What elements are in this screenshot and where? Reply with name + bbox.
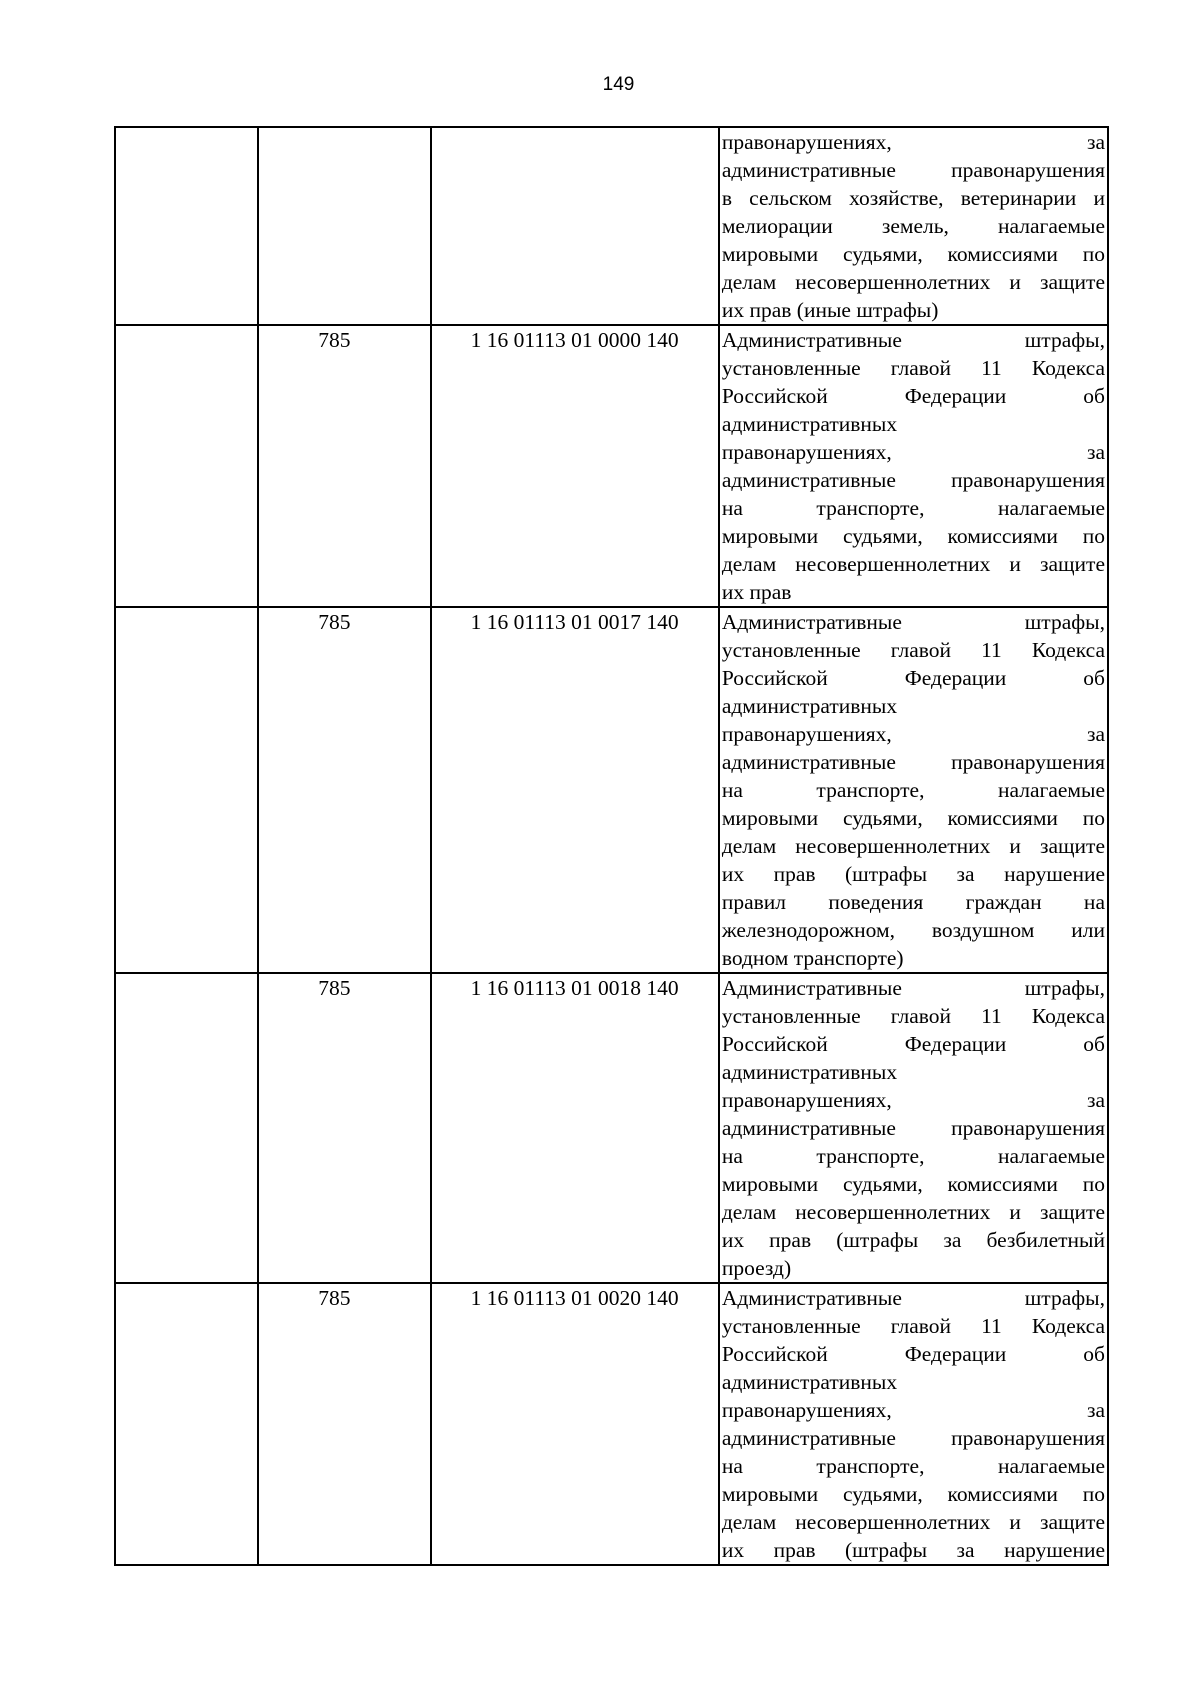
description-line: административные правонарушения	[721, 468, 1105, 492]
description-line: на транспорте, налагаемые	[721, 1144, 1105, 1168]
empty-cell	[115, 127, 258, 325]
empty-cell	[115, 325, 258, 607]
table-row	[115, 973, 1108, 1283]
description-line: делам несовершеннолетних и защите	[721, 1510, 1105, 1534]
description-line: в сельском хозяйстве, ветеринарии и	[721, 186, 1105, 210]
description-line: административные правонарушения	[721, 158, 1105, 182]
table-row	[115, 127, 1108, 325]
description-line: Российской Федерации об	[721, 384, 1105, 408]
description-line: их прав (штрафы за нарушение	[721, 1538, 1105, 1562]
table-row	[115, 1283, 1108, 1565]
description-line: Административные штрафы,	[721, 328, 1105, 352]
table-body	[115, 127, 1108, 1565]
admin-code-cell: 785	[258, 973, 430, 1283]
description-cell	[719, 325, 1108, 607]
budget-code-cell: 1 16 01113 01 0017 140	[431, 607, 719, 973]
empty-cell	[115, 1283, 258, 1565]
admin-code-cell: 785	[258, 1283, 430, 1565]
budget-classification-table	[114, 126, 1109, 1566]
description-line: административные правонарушения	[721, 1426, 1105, 1450]
description-cell	[719, 973, 1108, 1283]
admin-code-cell: 785	[258, 607, 430, 973]
table-row	[115, 325, 1108, 607]
budget-code-cell: 1 16 01113 01 0020 140	[431, 1283, 719, 1565]
table-row	[115, 607, 1108, 973]
description-line: их прав (иные штрафы)	[721, 298, 939, 322]
description-line: мировыми судьями, комиссиями по	[721, 1172, 1105, 1196]
description-line: административных	[721, 694, 898, 718]
budget-code-cell	[431, 127, 719, 325]
description-line: Административные штрафы,	[721, 976, 1105, 1000]
description-line: правонарушениях, за	[721, 440, 1105, 464]
description-line: мировыми судьями, комиссиями по	[721, 806, 1105, 830]
description-cell	[719, 607, 1108, 973]
description-line: установленные главой 11 Кодекса	[721, 638, 1105, 662]
description-line: правил поведения граждан на	[721, 890, 1105, 914]
description-line: на транспорте, налагаемые	[721, 778, 1105, 802]
description-line: правонарушениях, за	[721, 1398, 1105, 1422]
description-line: Административные штрафы,	[721, 610, 1105, 634]
description-line: Российской Федерации об	[721, 1032, 1105, 1056]
description-line: административные правонарушения	[721, 1116, 1105, 1140]
description-line: административные правонарушения	[721, 750, 1105, 774]
budget-code-cell: 1 16 01113 01 0000 140	[431, 325, 719, 607]
description-line: установленные главой 11 Кодекса	[721, 356, 1105, 380]
empty-cell	[115, 607, 258, 973]
description-line: водном транспорте)	[721, 946, 904, 970]
description-line: их прав	[721, 580, 792, 604]
description-cell	[719, 127, 1108, 325]
description-line: мировыми судьями, комиссиями по	[721, 242, 1105, 266]
description-line: установленные главой 11 Кодекса	[721, 1314, 1105, 1338]
description-line: правонарушениях, за	[721, 722, 1105, 746]
description-line: Российской Федерации об	[721, 666, 1105, 690]
description-line: мировыми судьями, комиссиями по	[721, 524, 1105, 548]
description-line: административных	[721, 412, 898, 436]
page-number: 149	[602, 74, 635, 95]
description-line: правонарушениях, за	[721, 130, 1105, 154]
description-line: мелиорации земель, налагаемые	[721, 214, 1105, 238]
description-line: делам несовершеннолетних и защите	[721, 834, 1105, 858]
description-line: на транспорте, налагаемые	[721, 1454, 1105, 1478]
admin-code-cell	[258, 127, 430, 325]
description-line: железнодорожном, воздушном или	[721, 918, 1105, 942]
empty-cell	[115, 973, 258, 1283]
description-cell	[719, 1283, 1108, 1565]
description-line: проезд)	[721, 1256, 792, 1280]
description-line: делам несовершеннолетних и защите	[721, 1200, 1105, 1224]
description-line: Российской Федерации об	[721, 1342, 1105, 1366]
description-line: на транспорте, налагаемые	[721, 496, 1105, 520]
description-line: делам несовершеннолетних и защите	[721, 270, 1105, 294]
description-line: административных	[721, 1370, 898, 1394]
description-line: административных	[721, 1060, 898, 1084]
budget-code-cell: 1 16 01113 01 0018 140	[431, 973, 719, 1283]
description-line: Административные штрафы,	[721, 1286, 1105, 1310]
description-line: делам несовершеннолетних и защите	[721, 552, 1105, 576]
description-line: установленные главой 11 Кодекса	[721, 1004, 1105, 1028]
admin-code-cell: 785	[258, 325, 430, 607]
description-line: их прав (штрафы за безбилетный	[721, 1228, 1105, 1252]
description-line: мировыми судьями, комиссиями по	[721, 1482, 1105, 1506]
description-line: их прав (штрафы за нарушение	[721, 862, 1105, 886]
description-line: правонарушениях, за	[721, 1088, 1105, 1112]
